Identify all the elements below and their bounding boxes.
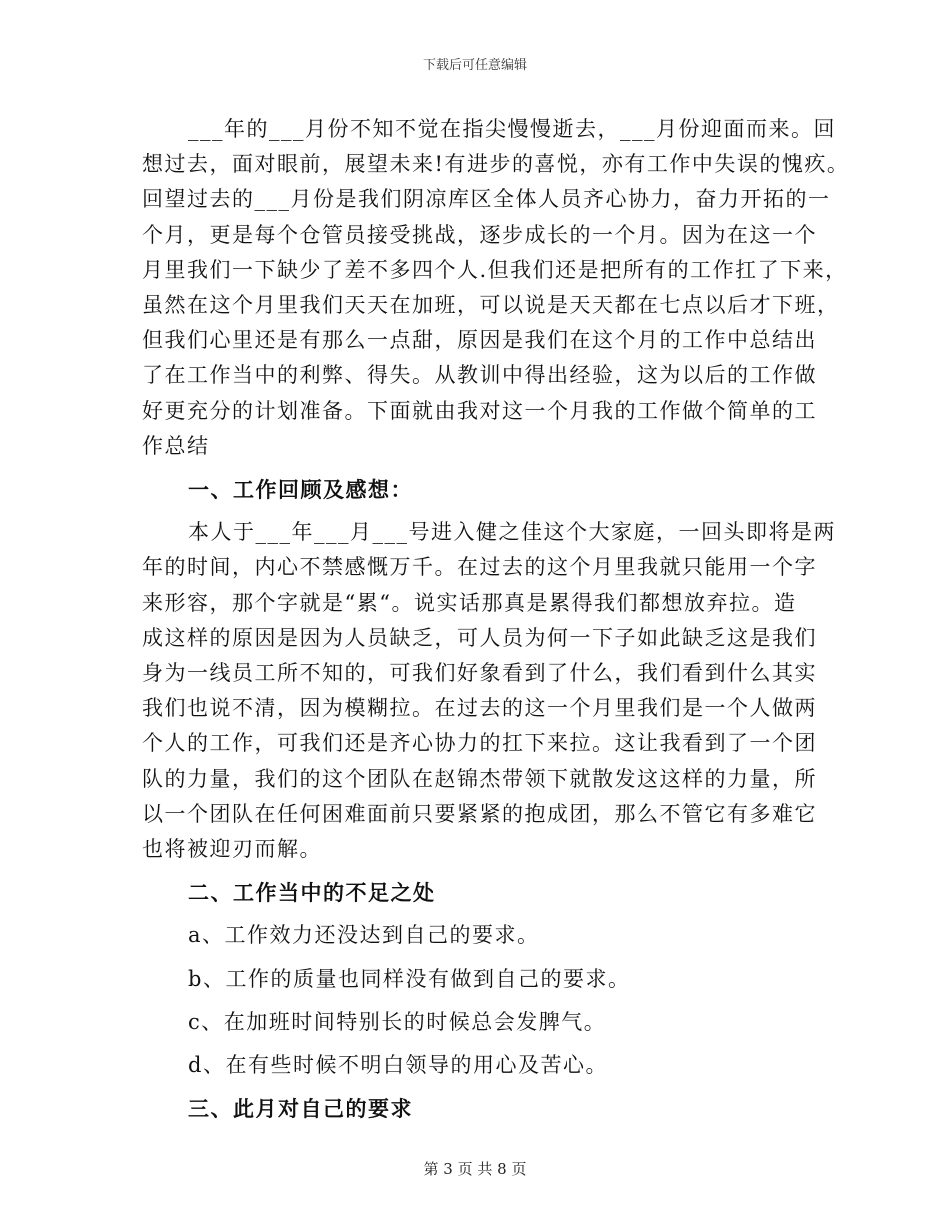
paragraph-line: ___年的___月份不知不觉在指尖慢慢逝去，___月份迎面而来。回 bbox=[188, 117, 836, 141]
review-paragraph bbox=[142, 515, 836, 867]
paragraph-line: 身为一线员工所不知的，可我们好象看到了什么，我们看到什么其实 bbox=[142, 661, 817, 686]
section-heading-shortcomings: 二、工作当中的不足之处 bbox=[188, 880, 436, 906]
paragraph-line: 但我们心里还是有那么一点甜，原因是我们在这个月的工作中总结出 bbox=[142, 328, 817, 353]
paragraph-line: 来形容，那个字就是“累“。说实话那真是累得我们都想放弃拉。造 bbox=[142, 590, 797, 615]
list-item: c、在加班时间特别长的时候总会发脾气。 bbox=[188, 1009, 607, 1034]
paragraph-line: 成这样的原因是因为人员缺乏，可人员为何一下子如此缺乏这是我们 bbox=[142, 625, 817, 650]
paragraph-line: 我们也说不清，因为模糊拉。在过去的这一个月里我们是一个人做两 bbox=[142, 696, 817, 721]
page-footer: 第 3 页 共 8 页 bbox=[423, 1160, 527, 1178]
shortcomings-list bbox=[142, 918, 814, 1083]
paragraph-line: 虽然在这个月里我们天天在加班，可以说是天天都在七点以后才下班， bbox=[142, 293, 840, 318]
section-heading-requirements: 三、此月对自己的要求 bbox=[188, 1096, 413, 1122]
list-item: a、工作效力还没达到自己的要求。 bbox=[188, 923, 540, 948]
intro-paragraph bbox=[142, 112, 850, 464]
paragraph-line: 个人的工作，可我们还是齐心协力的扛下来拉。这让我看到了一个团 bbox=[142, 731, 817, 756]
paragraph-line: 本人于___年___月___号进入健之佳这个大家庭，一回头即将是两 bbox=[188, 520, 836, 545]
section-heading-review: 一、工作回顾及感想： bbox=[188, 477, 413, 503]
page-header: 下载后可任意编辑 bbox=[422, 58, 527, 73]
paragraph-line: 了在工作当中的利弊、得失。从教训中得出经验，这为以后的工作做 bbox=[142, 363, 817, 388]
list-item: d、在有些时候不明白领导的用心及苦心。 bbox=[188, 1053, 608, 1078]
paragraph-line: 年的时间，内心不禁感慨万千。在过去的这个月里我就只能用一个字 bbox=[142, 555, 817, 580]
paragraph-line: 以一个团队在任何困难面前只要紧紧的抱成团，那么不管它有多难它 bbox=[142, 801, 817, 826]
document-body bbox=[142, 112, 850, 1134]
list-item: b、工作的质量也同样没有做到自己的要求。 bbox=[188, 966, 631, 991]
paragraph-line: 个月，更是每个仓管员接受挑战，逐步成长的一个月。因为在这一个 bbox=[142, 222, 817, 247]
paragraph-line: 队的力量，我们的这个团队在赵锦杰带领下就散发这这样的力量，所 bbox=[142, 766, 817, 791]
paragraph-line: 想过去，面对眼前，展望未来!有进步的喜悦，亦有工作中失误的愧疚。 bbox=[142, 152, 850, 177]
paragraph-line: 也将被迎刃而解。 bbox=[142, 837, 322, 862]
paragraph-line: 作总结 bbox=[142, 433, 210, 458]
paragraph-line: 好更充分的计划准备。下面就由我对这一个月我的工作做个简单的工 bbox=[142, 398, 817, 423]
paragraph-line: 回望过去的___月份是我们阴凉库区全体人员齐心协力，奋力开拓的一 bbox=[142, 187, 831, 212]
paragraph-line: 月里我们一下缺少了差不多四个人.但我们还是把所有的工作扛了下来， bbox=[142, 257, 848, 282]
